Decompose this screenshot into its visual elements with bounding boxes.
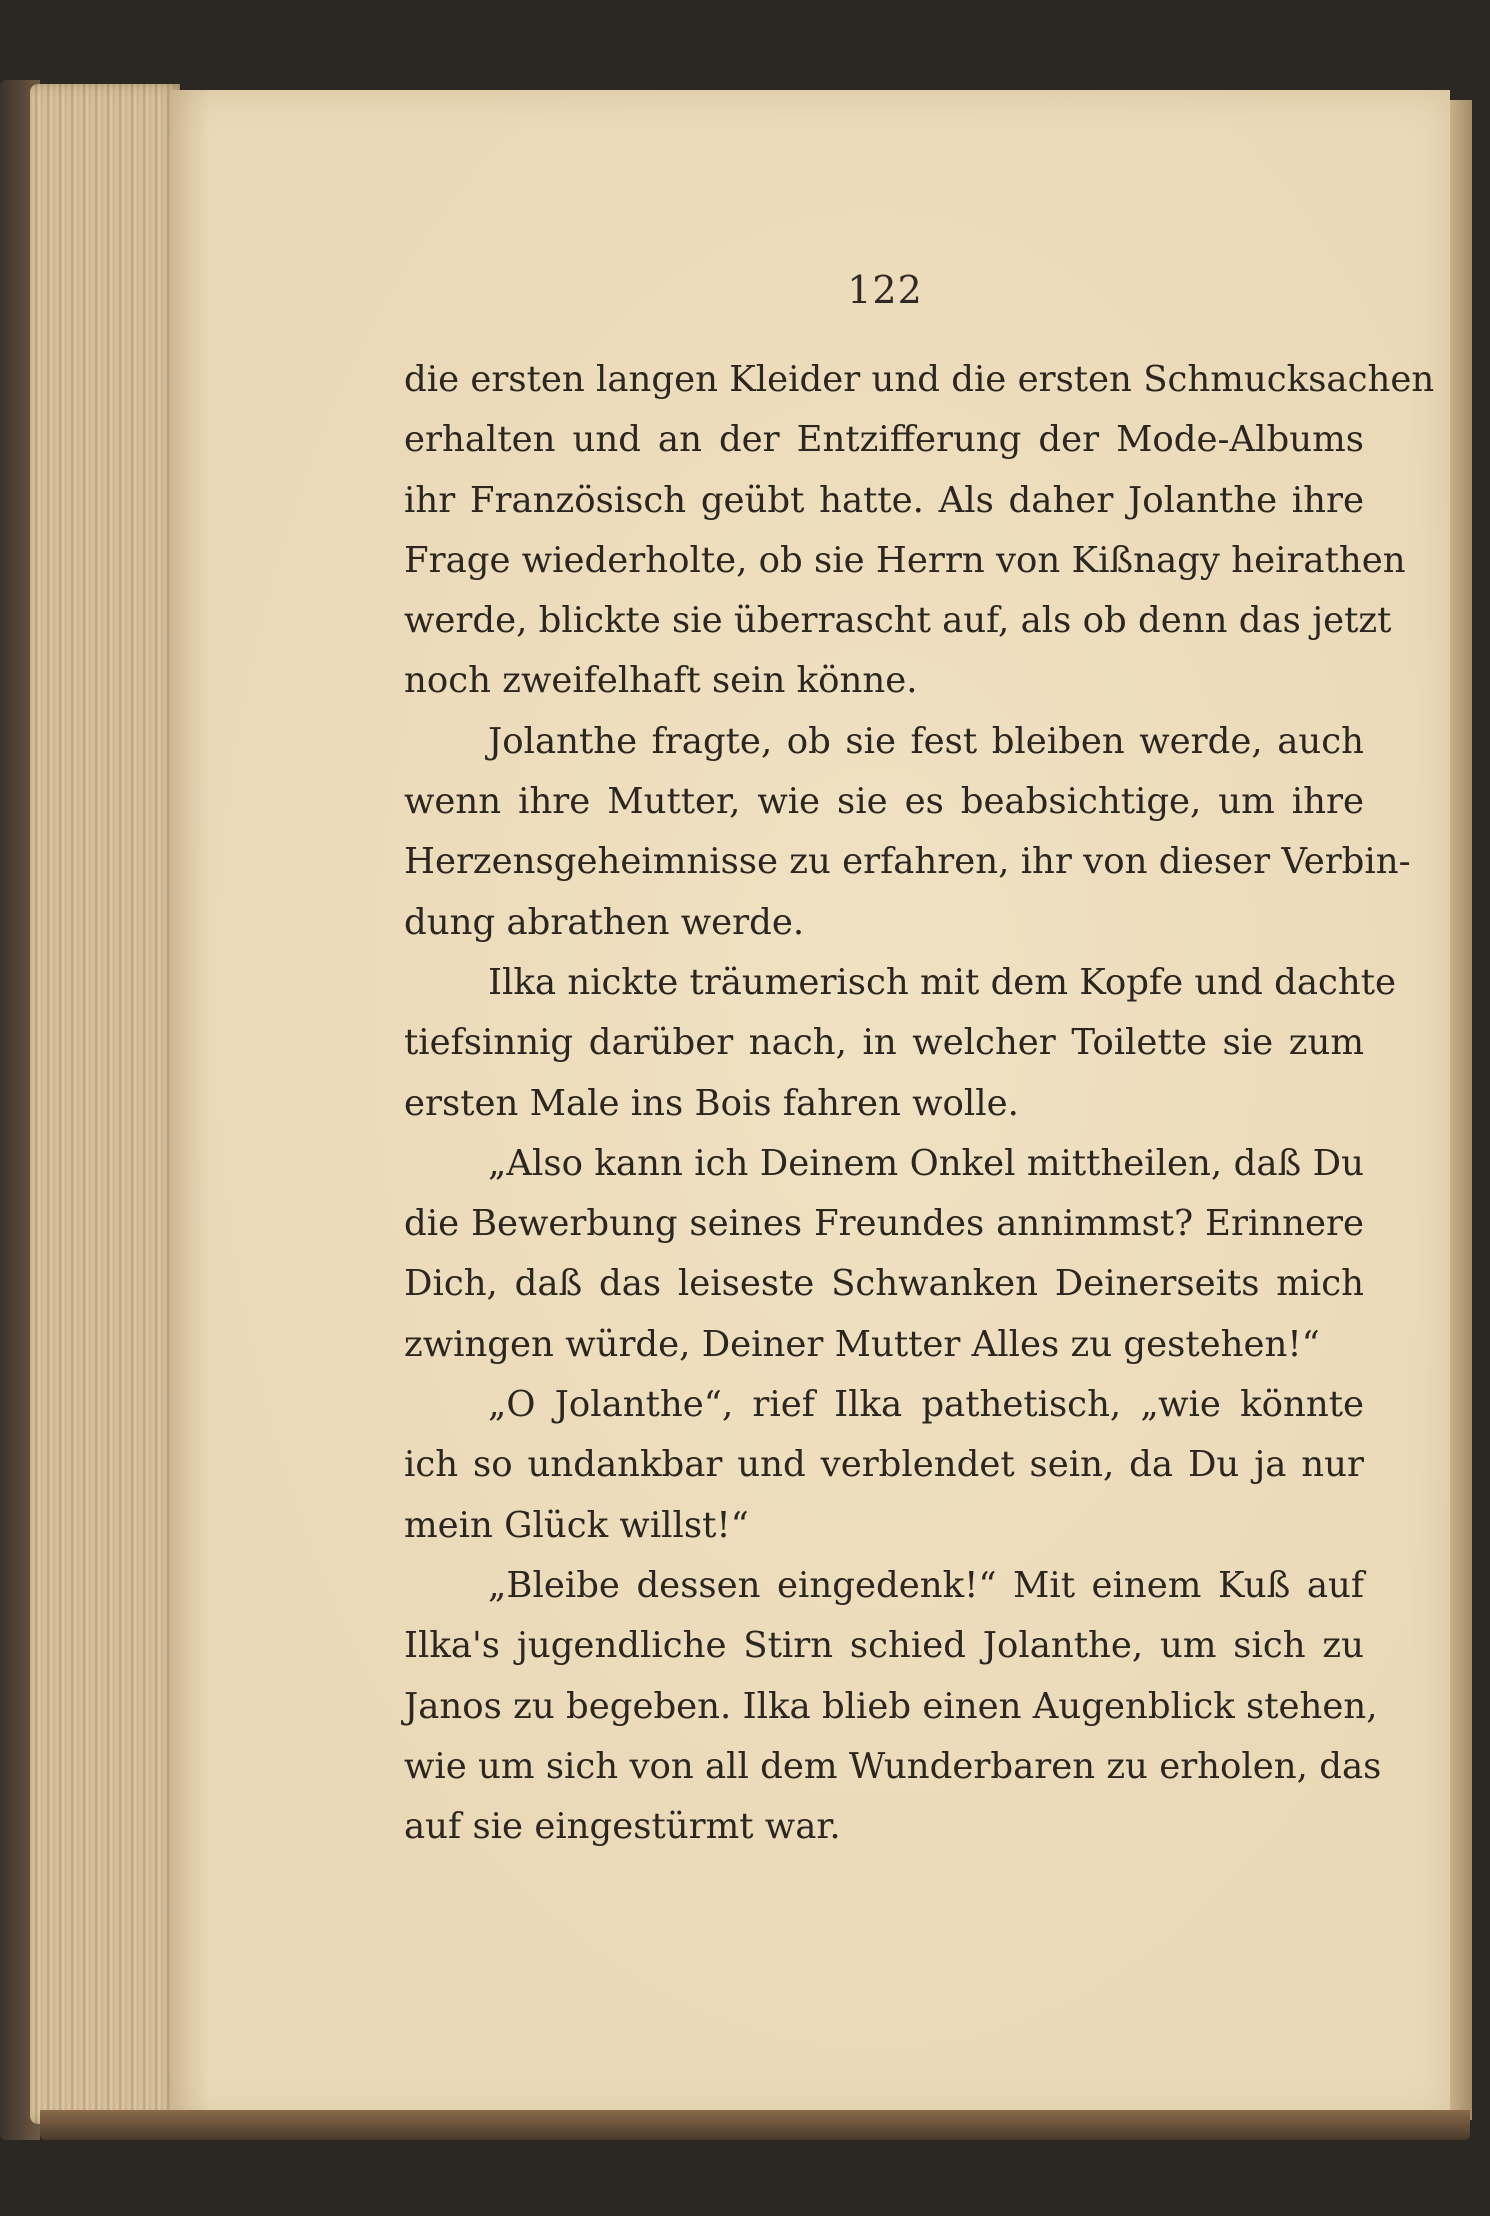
text-line: erhalten und an der Entzifferung der Mode-Albums [404,419,1364,461]
text-line: ich so undankbar und verblendet sein, da Du ja nur [404,1444,1364,1486]
text-line: „Bleibe dessen eingedenk!“ Mit einem Kuß auf [488,1564,1364,1606]
text-line: ersten Male ins Bois fahren wolle. [404,1082,1019,1124]
page-edges [30,84,180,2124]
text-line: wenn ihre Mutter, wie sie es beabsichtige, um ihre [404,781,1364,823]
text-line: auf sie eingestürmt war. [404,1806,841,1848]
page-right-edge [1450,100,1472,2120]
text-line: „O Jolanthe“, rief Ilka pathetisch, „wie könnte [488,1384,1364,1426]
text-line: Jolanthe fragte, ob sie fest bleiben werde, auch [488,720,1364,762]
book-bottom-edge [40,2110,1470,2140]
text-line: Frage wiederholte, ob sie Herrn von Kißnagy heirathen [404,539,1406,581]
paragraph [404,1556,1382,1857]
text-line: Janos zu begeben. Ilka blieb einen Augenblick stehen, [404,1685,1378,1727]
page-number: 122 [847,268,923,312]
text-line: Herzensgeheimnisse zu erfahren, ihr von dieser Verbin- [404,841,1411,883]
text-line: Ilka nickte träumerisch mit dem Kopfe und dachte [488,961,1397,1003]
text-line: zwingen würde, Deiner Mutter Alles zu gestehen!“ [404,1323,1320,1365]
text-line: die ersten langen Kleider und die ersten Schmucksachen [404,359,1435,400]
text-line: „Also kann ich Deinem Onkel mittheilen, daß Du [488,1142,1364,1184]
paragraph [404,1134,1364,1375]
text-line: die Bewerbung seines Freundes annimmst? Erinnere [404,1203,1364,1245]
paragraph [404,1375,1364,1556]
text-line: mein Glück willst!“ [404,1504,749,1546]
text-line: noch zweifelhaft sein könne. [404,660,918,702]
paragraph [404,350,1435,712]
text-line: dung abrathen werde. [404,901,805,943]
text-line: werde, blickte sie überrascht auf, als ob denn das jetzt [404,600,1392,642]
paragraph [404,712,1411,953]
text-line: ihr Französisch geübt hatte. Als daher Jolanthe ihre [404,479,1364,521]
text-line: wie um sich von all dem Wunderbaren zu erholen, das [404,1745,1382,1787]
text-line: Ilka's jugendliche Stirn schied Jolanthe, um sich zu [404,1625,1364,1667]
text-line: tiefsinnig darüber nach, in welcher Toilette sie zum [404,1022,1364,1064]
paragraph [404,953,1397,1134]
body-text [404,350,1435,1857]
text-line: Dich, daß das leiseste Schwanken Deinerseits mich [404,1263,1364,1305]
